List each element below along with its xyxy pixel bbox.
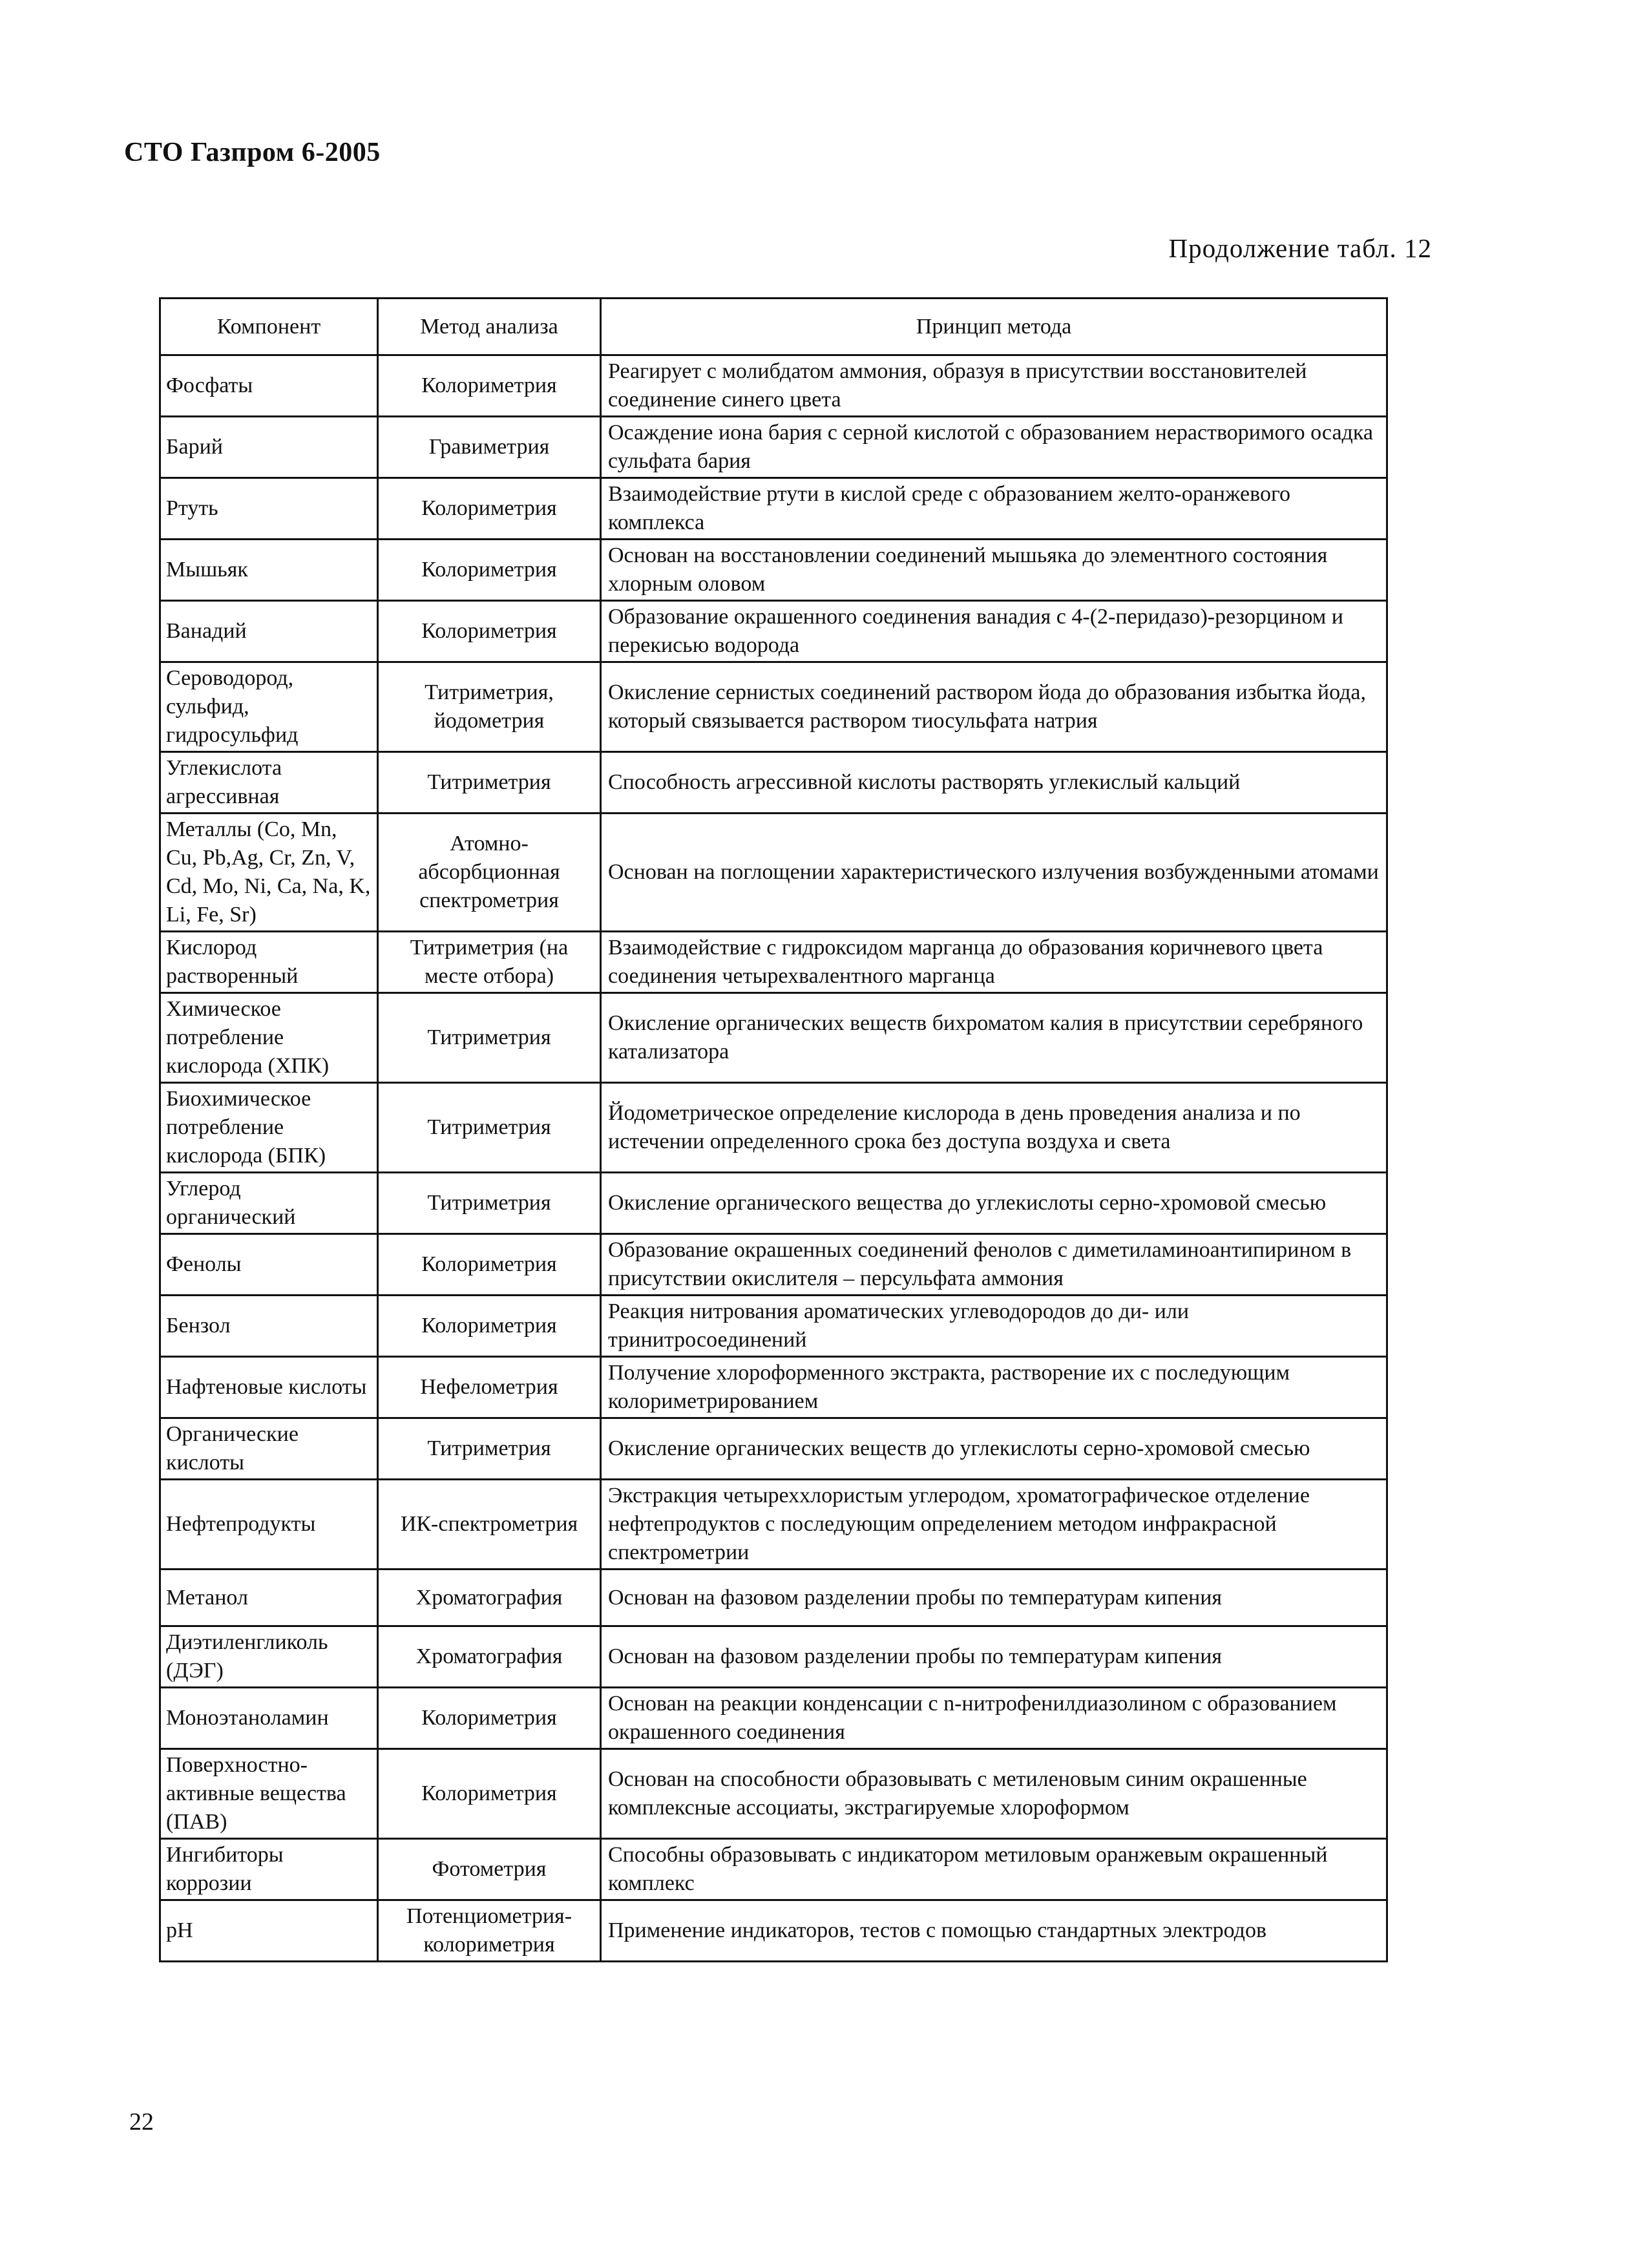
method-cell: Фотометрия — [378, 1839, 601, 1900]
table-row — [160, 1480, 1387, 1570]
table-continuation-label: Продолжение табл. 12 — [1168, 233, 1432, 263]
method-cell: Атомно-абсорбционная спектрометрия — [378, 814, 601, 932]
principle-cell: Взаимодействие с гидроксидом марганца до образования коричневого цвета соединения четырехвалентного марганца — [601, 932, 1387, 993]
table-row — [160, 1173, 1387, 1234]
table-row — [160, 1083, 1387, 1173]
method-cell: Титриметрия — [378, 993, 601, 1083]
column-header-component: Компонент — [160, 299, 378, 355]
method-cell: Колориметрия — [378, 1234, 601, 1296]
method-cell: Хроматография — [378, 1570, 601, 1626]
component-cell: Органические кислоты — [160, 1418, 378, 1480]
table-row — [160, 478, 1387, 540]
method-cell: Колориметрия — [378, 1749, 601, 1839]
table-row — [160, 1570, 1387, 1626]
method-cell: Колориметрия — [378, 540, 601, 601]
component-cell: pH — [160, 1900, 378, 1962]
component-cell: Нефтепродукты — [160, 1480, 378, 1570]
method-cell: Титриметрия — [378, 1418, 601, 1480]
principle-cell: Основан на реакции конденсации с n-нитрофенилдиазолином с образованием окрашенного соединения — [601, 1688, 1387, 1749]
method-cell: Колориметрия — [378, 478, 601, 540]
component-cell: Фенолы — [160, 1234, 378, 1296]
principle-cell: Йодометрическое определение кислорода в день проведения анализа и по истечении определенного срока без доступа воздуха и света — [601, 1083, 1387, 1173]
table-row — [160, 932, 1387, 993]
table-row — [160, 1749, 1387, 1839]
method-cell: Титриметрия, йодометрия — [378, 662, 601, 752]
table-row — [160, 1357, 1387, 1418]
principle-cell: Основан на восстановлении соединений мышьяка до элементного состояния хлорным оловом — [601, 540, 1387, 601]
component-cell: Барий — [160, 417, 378, 478]
component-cell: Поверхностно-активные вещества (ПАВ) — [160, 1749, 378, 1839]
principle-cell: Основан на фазовом разделении пробы по температурам кипения — [601, 1570, 1387, 1626]
table-row — [160, 1418, 1387, 1480]
document-code: СТО Газпром 6-2005 — [124, 138, 381, 167]
component-cell: Метанол — [160, 1570, 378, 1626]
method-cell: Колориметрия — [378, 355, 601, 417]
principle-cell: Взаимодействие ртути в кислой среде с образованием желто-оранжевого комплекса — [601, 478, 1387, 540]
column-header-method: Метод анализа — [378, 299, 601, 355]
component-cell: Биохимическое потребление кислорода (БПК) — [160, 1083, 378, 1173]
principle-cell: Основан на фазовом разделении пробы по температурам кипения — [601, 1626, 1387, 1688]
principle-cell: Окисление органического вещества до углекислоты серно-хромовой смесью — [601, 1173, 1387, 1234]
table-row — [160, 814, 1387, 932]
principle-cell: Окисление органических веществ бихроматом калия в присутствии серебряного катализатора — [601, 993, 1387, 1083]
component-cell: Кислород растворенный — [160, 932, 378, 993]
column-header-principle: Принцип метода — [601, 299, 1387, 355]
method-cell: Колориметрия — [378, 1688, 601, 1749]
component-cell: Ванадий — [160, 601, 378, 662]
method-cell: Колориметрия — [378, 1296, 601, 1357]
table-row — [160, 1234, 1387, 1296]
table-row — [160, 1688, 1387, 1749]
principle-cell: Осаждение иона бария с серной кислотой с образованием нерастворимого осадка сульфата бария — [601, 417, 1387, 478]
table-row — [160, 752, 1387, 814]
component-cell: Ртуть — [160, 478, 378, 540]
table-row — [160, 601, 1387, 662]
table-row — [160, 355, 1387, 417]
principle-cell: Получение хлороформенного экстракта, растворение их с последующим колориметрированием — [601, 1357, 1387, 1418]
principle-cell: Образование окрашенного соединения ванадия с 4-(2-перидазо)-резорцином и перекисью водорода — [601, 601, 1387, 662]
method-cell: Титриметрия — [378, 1173, 601, 1234]
component-cell: Нафтеновые кислоты — [160, 1357, 378, 1418]
component-cell: Металлы (Co, Mn, Cu, Pb,Ag, Cr, Zn, V, Cd, Mo, Ni, Ca, Na, K, Li, Fe, Sr) — [160, 814, 378, 932]
method-cell: Потенциометрия-колориметрия — [378, 1900, 601, 1962]
method-cell: Гравиметрия — [378, 417, 601, 478]
principle-cell: Основан на способности образовывать с метиленовым синим окрашенные комплексные ассоциаты, экстрагируемые хлороформом — [601, 1749, 1387, 1839]
component-cell: Химическое потребление кислорода (ХПК) — [160, 993, 378, 1083]
table-row — [160, 993, 1387, 1083]
principle-cell: Окисление органических веществ до углекислоты серно-хромовой смесью — [601, 1418, 1387, 1480]
table-row — [160, 1839, 1387, 1900]
method-cell: Титриметрия — [378, 752, 601, 814]
principle-cell: Реакция нитрования ароматических углеводородов до ди- или тринитросоединений — [601, 1296, 1387, 1357]
principle-cell: Образование окрашенных соединений фенолов с диметиламиноантипирином в присутствии окислителя – персульфата аммония — [601, 1234, 1387, 1296]
component-cell: Углерод органический — [160, 1173, 378, 1234]
method-cell: ИК-спектрометрия — [378, 1480, 601, 1570]
component-cell: Углекислота агрессивная — [160, 752, 378, 814]
principle-cell: Основан на поглощении характеристического излучения возбужденными атомами — [601, 814, 1387, 932]
table-row — [160, 417, 1387, 478]
principle-cell: Реагирует с молибдатом аммония, образуя в присутствии восстановителей соединение синего цвета — [601, 355, 1387, 417]
component-cell: Мышьяк — [160, 540, 378, 601]
analysis-methods-table — [159, 297, 1388, 1962]
table-row — [160, 1900, 1387, 1962]
principle-cell: Окисление сернистых соединений раствором йода до образования избытка йода, который связывается раствором тиосульфата натрия — [601, 662, 1387, 752]
table-row — [160, 662, 1387, 752]
method-cell: Колориметрия — [378, 601, 601, 662]
principle-cell: Применение индикаторов, тестов с помощью стандартных электродов — [601, 1900, 1387, 1962]
component-cell: Сероводород, сульфид, гидросульфид — [160, 662, 378, 752]
table-header-row — [160, 299, 1387, 355]
component-cell: Фосфаты — [160, 355, 378, 417]
page-number: 22 — [129, 2108, 154, 2136]
method-cell: Титриметрия (на месте отбора) — [378, 932, 601, 993]
component-cell: Моноэтаноламин — [160, 1688, 378, 1749]
table-row — [160, 540, 1387, 601]
component-cell: Ингибиторы коррозии — [160, 1839, 378, 1900]
principle-cell: Способность агрессивной кислоты растворять углекислый кальций — [601, 752, 1387, 814]
table-row — [160, 1296, 1387, 1357]
principle-cell: Способны образовывать с индикатором метиловым оранжевым окрашенный комплекс — [601, 1839, 1387, 1900]
component-cell: Диэтиленгликоль (ДЭГ) — [160, 1626, 378, 1688]
method-cell: Нефелометрия — [378, 1357, 601, 1418]
table-row — [160, 1626, 1387, 1688]
table-body — [160, 355, 1387, 1962]
component-cell: Бензол — [160, 1296, 378, 1357]
method-cell: Хроматография — [378, 1626, 601, 1688]
method-cell: Титриметрия — [378, 1083, 601, 1173]
principle-cell: Экстракция четыреххлористым углеродом, хроматографическое отделение нефтепродуктов с последующим определением методом инфракрасной спектрометрии — [601, 1480, 1387, 1570]
